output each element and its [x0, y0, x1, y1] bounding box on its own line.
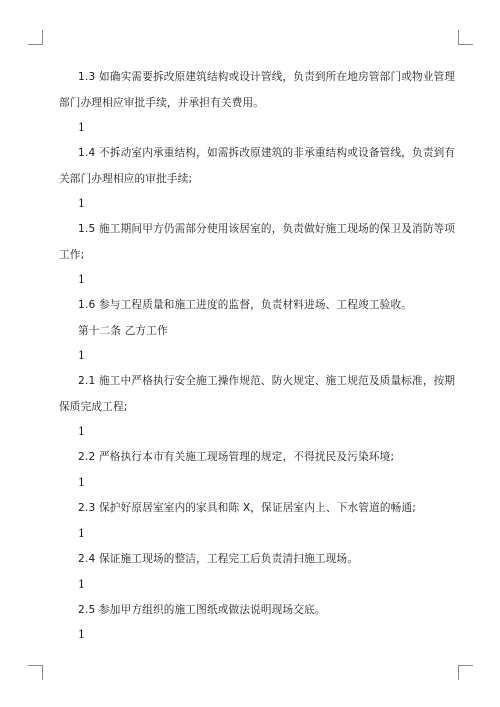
clause-1-4-line-1: 1.4 不拆动室内承重结构，如需拆改原建筑的非承重结构或设备管线，负责到有: [78, 147, 456, 159]
item-number: 1: [78, 527, 86, 540]
item-number: 1: [78, 197, 86, 210]
clause-2-5-line-1: 2.5 参加甲方组织的施工图纸或做法说明现场交底。: [78, 604, 326, 616]
clause-1-5-line-1: 1.5 施工期间甲方仍需部分使用该居室的，负责做好施工现场的保卫及消防等项: [78, 223, 456, 235]
crop-mark-top-right: [458, 30, 473, 45]
clause-1-4-line-2: 关部门办理相应的审批手续;: [59, 173, 193, 185]
item-number: 1: [78, 349, 86, 362]
crop-mark-bottom-right: [458, 665, 473, 680]
clause-1-6-line-1: 1.6 参与工程质量和施工进度的监督，负责材料进场、工程竣工验收。: [78, 299, 413, 311]
clause-1-3-line-1: 1.3 如确实需要拆改原建筑结构或设计管线，负责到所在地房管部门或物业管理: [78, 71, 456, 83]
clause-1-5-line-2: 工作;: [59, 249, 85, 261]
clause-1-3-line-2: 部门办理相应审批手续，并承担有关费用。: [59, 97, 265, 109]
item-number: 1: [78, 476, 86, 489]
clause-2-1-line-2: 保质完成工程;: [59, 401, 128, 413]
crop-mark-bottom-left: [28, 665, 43, 680]
clause-2-2-line-1: 2.2 严格执行本市有关施工现场管理的规定，不得扰民及污染环境;: [78, 451, 395, 463]
item-number: 1: [78, 273, 86, 286]
item-number: 1: [78, 578, 86, 591]
clause-2-3-line-1: 2.3 保护好原居室室内的家具和陈 X，保证居室内上、下水管道的畅通;: [78, 502, 417, 514]
clause-2-4-line-1: 2.4 保证施工现场的整洁，工程完工后负责清扫施工现场。: [78, 553, 359, 565]
item-number: 1: [78, 628, 86, 641]
section-heading-article-12: 第十二条 乙方工作: [78, 325, 168, 337]
clause-2-1-line-1: 2.1 施工中严格执行安全施工操作规范、防火规定、施工规范及质量标准，按期: [78, 375, 456, 387]
item-number: 1: [78, 425, 86, 438]
item-number: 1: [78, 121, 86, 134]
crop-mark-top-left: [28, 30, 43, 45]
